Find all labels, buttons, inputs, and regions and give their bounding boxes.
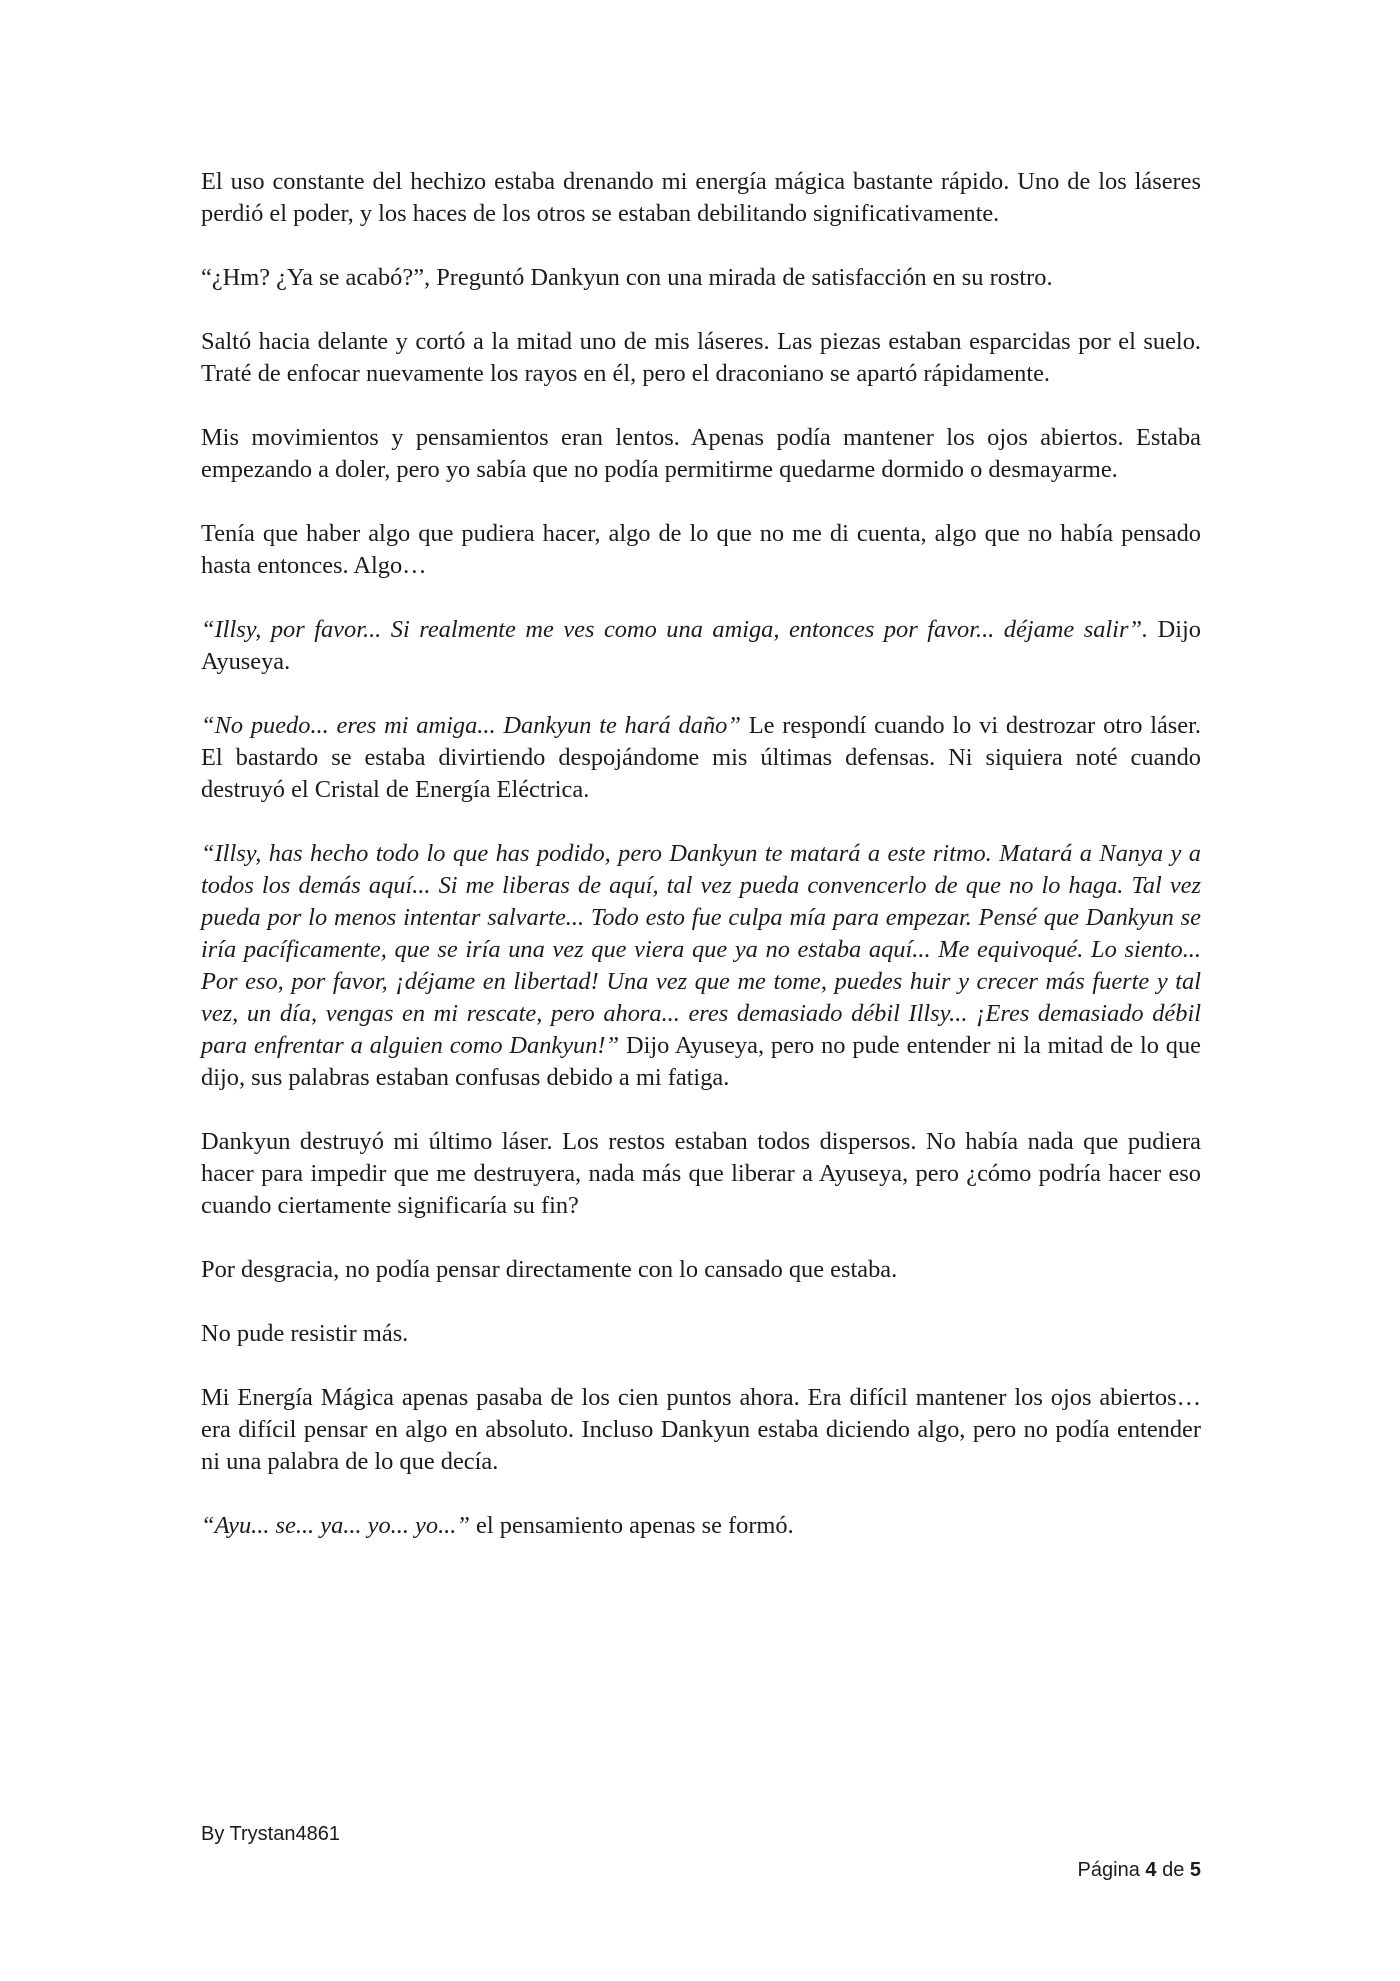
paragraph-text: Dankyun destruyó mi último láser. Los restos estaban todos dispersos. No había nada que pudiera hacer para impedir que me destruyera, nada más que liberar a Ayuseya, pero ¿cómo podría hacer eso cuando ciertamente significaría su fin? (201, 1128, 1201, 1219)
paragraph-text: Mi Energía Mágica apenas pasaba de los cien puntos ahora. Era difícil mantener los ojos abiertos… era difícil pensar en algo en absoluto. Incluso Dankyun estaba diciendo algo, pero no podía entender ni una palabra de lo que decía. (201, 1384, 1201, 1475)
paragraph (201, 1510, 1201, 1542)
paragraph (201, 262, 1201, 294)
page-prefix: Página (1077, 1859, 1146, 1881)
paragraph-text: Tenía que haber algo que pudiera hacer, algo de lo que no me di cuenta, algo que no había pensado hasta entonces. Algo… (201, 520, 1201, 579)
paragraph (201, 518, 1201, 582)
paragraph-text: Saltó hacia delante y cortó a la mitad uno de mis láseres. Las piezas estaban esparcidas por el suelo. Traté de enfocar nuevamente los rayos en él, pero el draconiano se apartó rápidamente. (201, 328, 1201, 387)
page-number (1078, 1859, 1201, 1882)
paragraph-text: Dijo Ayuseya, pero no pude entender ni la mitad de lo que dijo, sus palabras estaban confusas debido a mi fatiga. (201, 1032, 1201, 1091)
paragraph (201, 1254, 1201, 1286)
paragraph (201, 422, 1201, 486)
page-mid: de (1156, 1859, 1190, 1881)
paragraph (201, 326, 1201, 390)
paragraph-text: El uso constante del hechizo estaba drenando mi energía mágica bastante rápido. Uno de los láseres perdió el poder, y los haces de los otros se estaban debilitando significativamente. (201, 168, 1201, 227)
paragraph (201, 614, 1201, 678)
page-total: 5 (1189, 1859, 1201, 1881)
paragraph (201, 838, 1201, 1094)
paragraph (201, 166, 1201, 230)
paragraph-text: Mis movimientos y pensamientos eran lentos. Apenas podía mantener los ojos abiertos. Estaba empezando a doler, pero yo sabía que no podía permitirme quedarme dormido o desmayarme. (201, 424, 1201, 483)
paragraph (201, 1318, 1201, 1350)
paragraph-text: No pude resistir más. (201, 1320, 409, 1347)
dialogue-italic: “Illsy, has hecho todo lo que has podido, pero Dankyun te matará a este ritmo. Matará a Nanya y a todos los demás aquí... Si me liberas de aquí, tal vez pueda convencerlo de que no lo haga. Tal vez pueda por lo menos intentar salvarte... Todo esto fue culpa mía para empezar. Pensé que Dankyun se iría pacíficamente, que se iría una vez que viera que ya no estaba aquí... Me equivoqué. Lo siento... Por eso, por favor, ¡déjame en libertad! Una vez que me tome, puedes huir y crecer más fuerte y tal vez, un día, vengas en mi rescate, pero ahora... eres demasiado débil Illsy... ¡Eres demasiado débil para enfrentar a alguien como Dankyun!” (201, 840, 1201, 1059)
paragraph (201, 1382, 1201, 1478)
paragraph-text: Dijo Ayuseya. (201, 616, 1201, 675)
page-current: 4 (1145, 1859, 1157, 1881)
dialogue-italic: “Illsy, por favor... Si realmente me ves como una amiga, entonces por favor... déjame salir”. (201, 616, 1149, 643)
paragraph-text: “¿Hm? ¿Ya se acabó?”, Preguntó Dankyun con una mirada de satisfacción en su rostro. (201, 264, 1053, 291)
paragraph-text: Por desgracia, no podía pensar directamente con lo cansado que estaba. (201, 1256, 898, 1283)
document-body (201, 166, 1201, 1574)
paragraph (201, 1126, 1201, 1222)
paragraph-text: el pensamiento apenas se formó. (469, 1512, 794, 1539)
paragraph-text: Le respondí cuando lo vi destrozar otro láser. El bastardo se estaba divirtiendo despojándome mis últimas defensas. Ni siquiera noté cuando destruyó el Cristal de Energía Eléctrica. (201, 712, 1201, 803)
dialogue-italic: “Ayu... se... ya... yo... yo...” (201, 1512, 470, 1539)
dialogue-italic: “No puedo... eres mi amiga... Dankyun te hará daño” (201, 712, 741, 739)
paragraph (201, 710, 1201, 806)
footer-author: By Trystan4861 (201, 1823, 340, 1845)
